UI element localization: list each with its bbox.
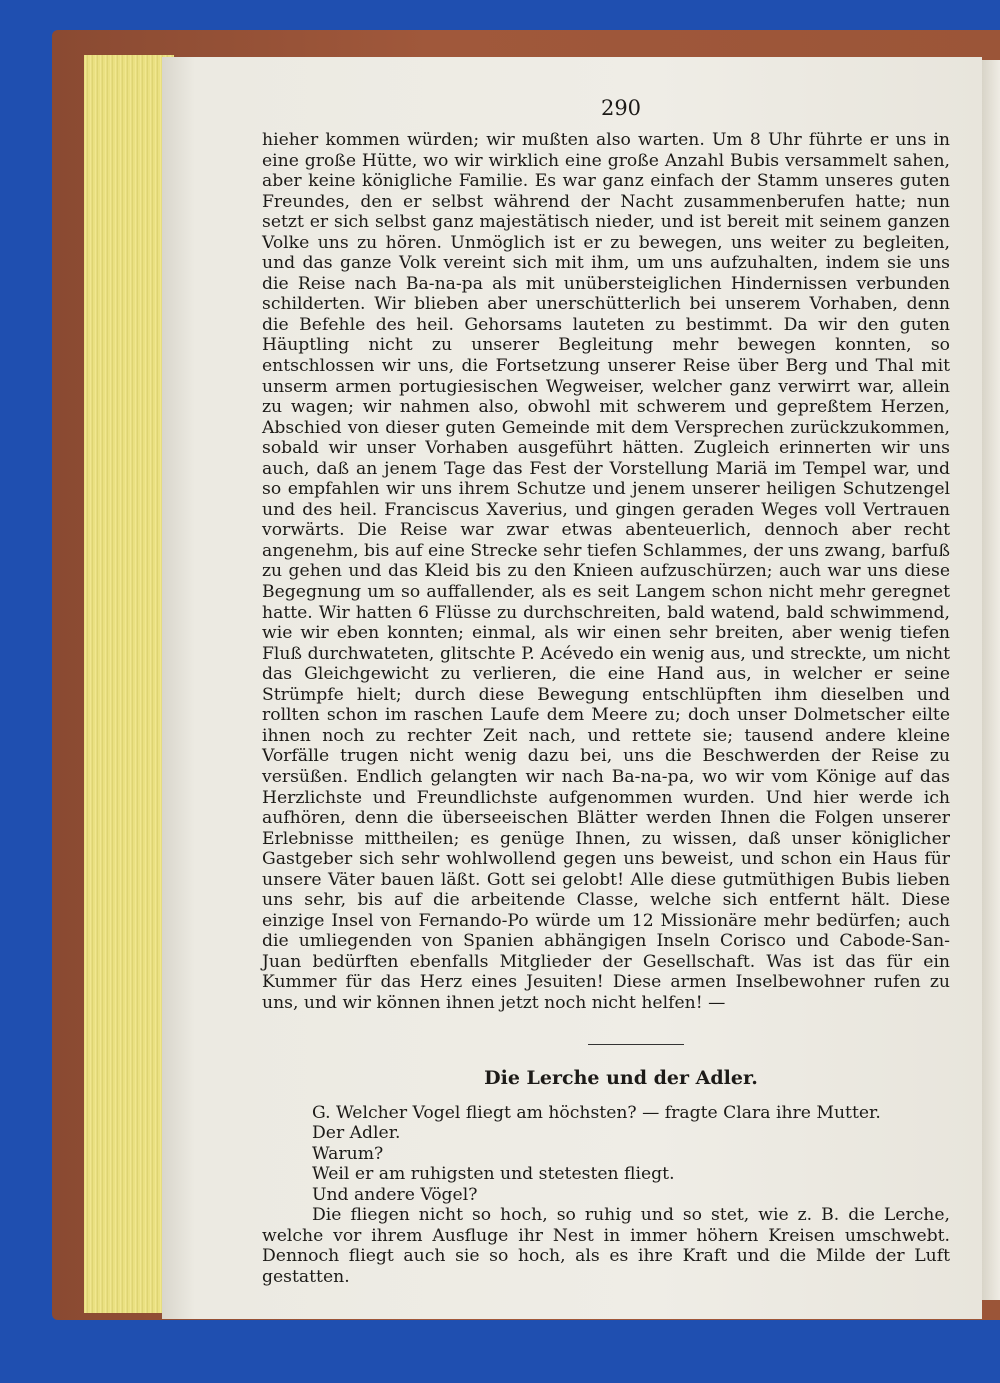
dialogue-line: Weil er am ruhigsten und stetesten fliegt. — [312, 1164, 675, 1185]
body-paragraph: hieher kommen würden; wir mußten also warten. Um 8 Uhr führte er uns in eine große Hütte, wo wir wirklich eine große Anzahl Bubis versammelt sahen, aber keine königliche Familie. Es war ganz einfach der Stamm unseres guten Freundes, den er selbst während der Nacht zusammenberufen hatte; nun setzt er sich selbst ganz majestätisch nieder, und ist bereit mit seinem ganzen Volke uns zu hören. Unmöglich ist er zu bewegen, uns weiter zu begleiten, und das ganze Volk vereint sich mit ihm, um uns aufzuhalten, indem sie uns die Reise nach Ba-na-pa als mit unübersteiglichen Hindernissen verbunden schilderten. Wir blieben aber unerschütterlich bei unserem Vorhaben, denn die Befehle des heil. Gehorsams lauteten zu bestimmt. Da wir den guten Häuptling nicht zu unserer Begleitung mehr bewegen konnten, so entschlossen wir uns, die Fortsetzung unserer Reise über Berg und Thal mit unserm armen portugiesischen Wegweiser, welcher ganz verwirrt war, allein zu wagen; wir nahmen also, obwohl mit schwerem und gepreßtem Herzen, Abschied von dieser guten Gemeinde mit dem Versprechen zurückzukommen, sobald wir unser Vorhaben ausgeführt hätten. Zugleich erinnerten wir uns auch, daß an jenem Tage das Fest der Vorstellung Mariä im Tempel war, und so empfahlen wir uns ihrem Schutze und jenem unserer heiligen Schutzengel und des heil. Franciscus Xaverius, und gingen geraden Weges voll Vertrauen vorwärts. Die Reise war zwar etwas abenteuerlich, dennoch aber recht angenehm, bis auf eine Strecke sehr tiefen Schlammes, der uns zwang, barfuß zu gehen und das Kleid bis zu den Knieen aufzuschürzen; auch war uns diese Begegnung um so auffallender, als es seit Langem schon nicht mehr geregnet hatte. Wir hatten 6 Flüsse zu durchschreiten, bald watend, bald schwimmend, wie wir eben konnten; einmal, als wir einen sehr breiten, aber wenig tiefen Fluß durchwateten, glitschte P. Acévedo ein wenig aus, und streckte, um nicht das Gleichgewicht zu verlieren, die eine Hand aus, in welcher er seine Strümpfe hielt; durch diese Bewegung entschlüpften ihm dieselben und rollten schon im raschen Laufe dem Meere zu; doch unser Dolmetscher eilte ihnen noch zu rechter Zeit nach, und rettete sie; tausend andere kleine Vorfälle trugen nicht wenig dazu bei, uns die Beschwerden der Reise zu versüßen. Endlich gelangten wir nach Ba-na-pa, wo wir vom Könige auf das Herzlichste und Freundlichste aufgenommen wurden. Und hier werde ich aufhören, denn die überseeischen Blätter werden Ihnen die Folgen unserer Erlebnisse mittheilen; es genüge Ihnen, zu wissen, daß unser königlicher Gastgeber sich sehr wohlwollend gegen uns beweist, und schon ein Haus für unsere Väter bauen läßt. Gott sei gelobt! Alle diese gutmüthigen Bubis lieben uns sehr, bis auf die arbeitende Classe, welche sich entfernt hält. Diese einzige Insel von Fernando-Po würde um 12 Missionäre mehr bedürfen; auch die umliegenden von Spanien abhängigen Inseln Corisco und Cabode-San-Juan bedürften ebenfalls Mitglieder der Gesellschaft. Was ist das für ein Kummer für das Herz eines Jesuiten! Diese armen Inselbewohner rufen zu uns, und wir können ihnen jetzt noch nicht helfen! — — [262, 130, 950, 1013]
article-body — [262, 130, 950, 1014]
dialogue-line: Und andere Vögel? — [312, 1184, 478, 1205]
page-content — [262, 96, 950, 1287]
section-divider — [588, 1044, 684, 1045]
facing-page-edge — [982, 60, 1000, 1300]
section-title: Die Lerche und der Adler. — [484, 1066, 758, 1089]
dialogue-line: Der Adler. — [312, 1123, 401, 1144]
dialogue-line: G. Welcher Vogel fliegt am höchsten? — fragte Clara ihre Mutter. — [312, 1102, 881, 1123]
dialogue-line: Warum? — [312, 1143, 384, 1164]
page-number: 290 — [600, 96, 642, 120]
closing-paragraph: Die fliegen nicht so hoch, so ruhig und so stet, wie z. B. die Lerche, welche vor ihrem Ausfluge ihr Nest in immer höhern Kreisen umschwebt. Dennoch fliegt auch sie so hoch, als es ihre Kraft und die Milde der Luft gestatten. — [262, 1205, 950, 1287]
dialogue — [262, 1103, 950, 1288]
page-edges — [84, 55, 174, 1313]
